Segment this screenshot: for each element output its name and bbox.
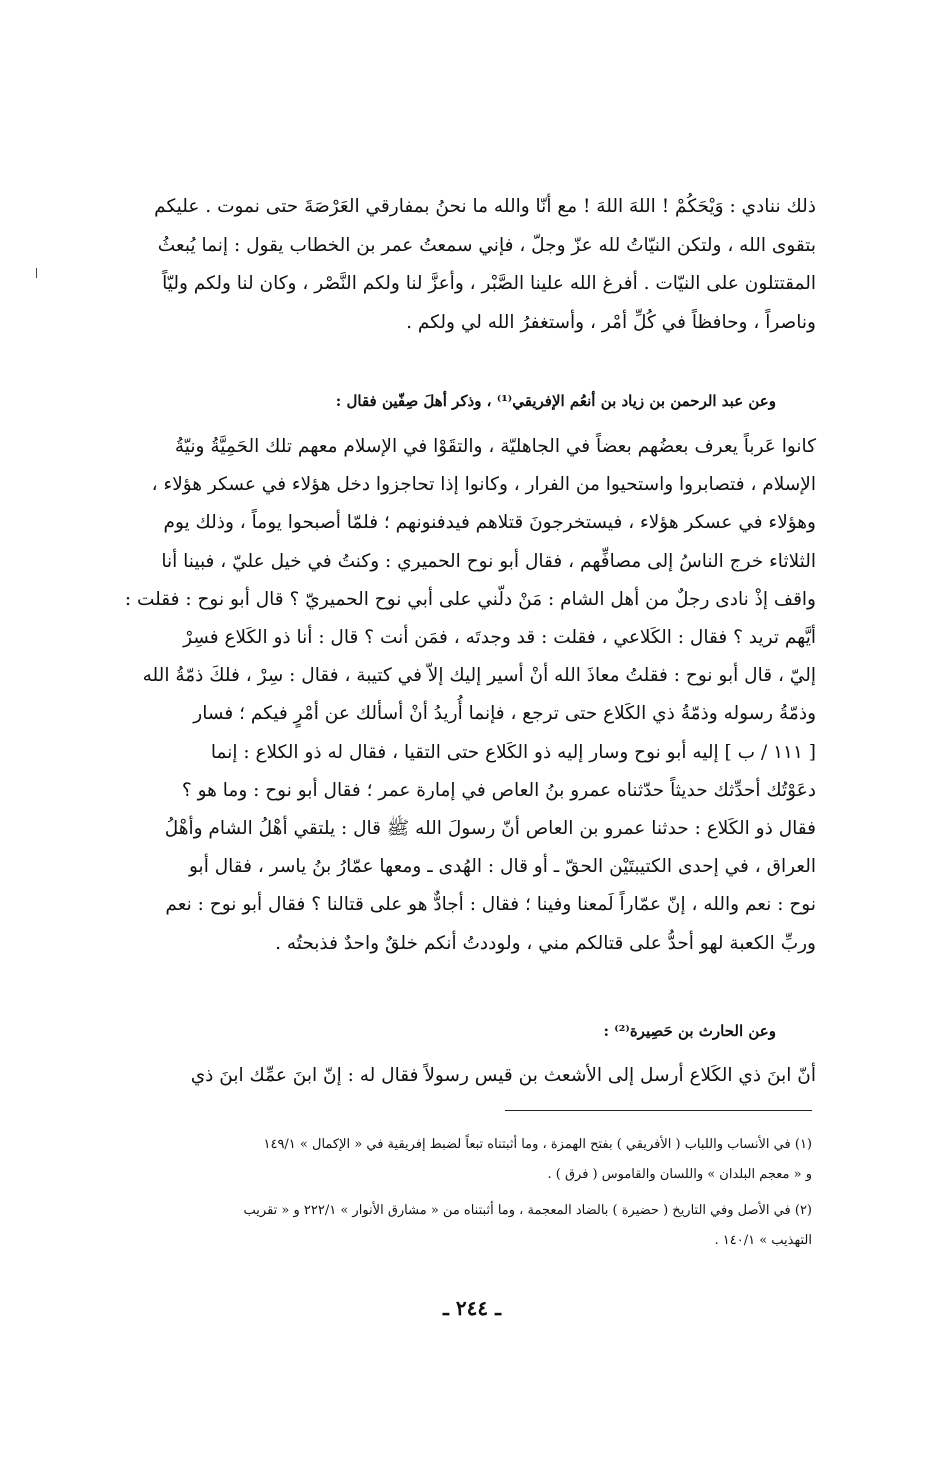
- footnote-line: و « معجم البلدان » واللسان والقاموس ( فرق ) .: [547, 1167, 812, 1182]
- text-line: بتقوى الله ، ولتكن النيّاتُ لله عزّ وجلّ ، فإني سمعتُ عمر بن الخطاب يقول : إنما يُبعثُ: [157, 234, 816, 256]
- text-line: كانوا عَرباً يعرف بعضُهم بعضاً في الجاهليّة ، والتقَوْا في الإسلام معهم تلك الحَمِيَّةُ ونيّةُ: [174, 436, 816, 457]
- footnote-2: [100, 1196, 812, 1256]
- text-line: أنّ ابنَ ذي الكَلاع أرسل إلى الأشعث بن قيس رسولاً فقال له : إنّ ابنَ عمِّك ابنَ ذي: [190, 1065, 816, 1086]
- text-line: [ ١١١ / ب ] إليه أبو نوح وسار إليه ذو الكَلاع حتى التقيا ، فقال له ذو الكلاع : إنما: [210, 741, 816, 763]
- text-line: المقتتلون على النيّات . أفرغ الله علينا الصَّبْر ، وأعزَّ لنا ولكم النَّصْر ، وكان لنا ولكم وليّاً: [162, 273, 816, 294]
- text-line: وناصراً ، وحافظاً في كُلِّ أمْر ، وأستغفرُ الله لي ولكم .: [406, 311, 816, 333]
- page-number: ـ ٢٤٤ ـ: [443, 1296, 501, 1320]
- text-line: ذلك ننادي : وَيْحَكُمْ ! اللهَ اللهَ ! مع أنّا والله ما نحنُ بمفارقي العَرْصَةَ حتى نموت . عليكم: [154, 196, 816, 217]
- text-line: الإسلام ، فتصابروا واستحيوا من الفرار ، وكانوا إذا تحاجزوا دخل هؤلاء في عسكر هؤلاء ،: [151, 474, 816, 496]
- text-line: نوح : نعم والله ، إنّ عمّاراً لَمعنا وفينا ؛ فقال : أجادٌّ هو على قتالنا ؟ فقال أبو نوح : نعم: [165, 894, 816, 916]
- text-line: فقال ذو الكَلاع : حدثنا عمرو بن العاص أنّ رسولَ الله ﷺ قال : يلتقي أهْلُ الشام وأهْلُ: [164, 818, 816, 840]
- text-line: واقف إذْ نادى رجلٌ من أهل الشام : مَنْ دلّني على أبي نوح الحميريّ ؟ قال أبو نوح : فقلت :: [124, 588, 816, 610]
- text-line: وربِّ الكعبة لهو أحدُّ على قتالكم مني ، ولوددتُ أنكم خلقٌ واحدٌ فذبحتُه .: [275, 932, 816, 954]
- text-line: وذمّةُ رسوله وذمّةُ ذي الكَلاع حتى ترجع ، فإنما أُريدُ أنْ أسألك عن أمْرٍ فيكم ؛ فسار: [193, 703, 816, 725]
- margin-mark: [36, 268, 37, 278]
- text-line: الثلاثاء خرج الناسُ إلى مصافِّهم ، فقال أبو نوح الحميري : وكنتُ في خيل عليّ ، فبينا أنا: [161, 550, 816, 572]
- section-heading: وعن عبد الرحمن بن زياد بن أنعُم الإفريقي⁽¹⁾ ، وذكر أهلَ صِفّين فقال :: [335, 392, 776, 410]
- text-line: العراق ، في إحدى الكتيبتَيْن الحقّ ـ أو قال : الهُدى ـ ومعها عمّارُ بنُ ياسر ، فقال أبو: [188, 856, 816, 878]
- footnote-divider: [505, 1110, 812, 1111]
- text-line: دعَوْتُك أحدِّثك حديثاً حدّثناه عمرو بنُ العاص في إمارة عمر ؛ فقال أبو نوح : وما هو ؟: [181, 779, 816, 801]
- paragraph-2: [96, 428, 816, 963]
- text-line: أيَّهم تريد ؟ فقال : الكَلاعي ، فقلت : قد وجدتَه ، فمَن أنت ؟ قال : أنا ذو الكَلاع فسِرْ: [183, 627, 816, 649]
- section-heading: وعن الحارث بن حَصِيرة⁽²⁾ :: [603, 1022, 776, 1040]
- footnote-line: (١) في الأنساب واللباب ( الأفريقي ) بفتح الهمزة ، وما أثبتناه تبعاً لضبط إفريقية في « الإكمال » ١٤٩/١: [263, 1137, 812, 1152]
- paragraph-3: [96, 1058, 816, 1094]
- footnote-line: التهذيب » ١٤٠/١ .: [714, 1233, 812, 1248]
- footnote-line: (٢) في الأصل وفي التاريخ ( حضيرة ) بالضاد المعجمة ، وما أثبتناه من « مشارق الأنوار » ٢٢٢/١ و « تقريب: [243, 1203, 812, 1218]
- footnote-1: [100, 1130, 812, 1190]
- paragraph-1: [96, 188, 816, 342]
- text-line: إليّ ، قال أبو نوح : فقلتُ معاذَ الله أنْ أسير إليك إلاّ في كتيبة ، فقال : سِرْ ، فلكَ ذمّةُ الله: [142, 665, 816, 687]
- text-line: وهؤلاء في عسكر هؤلاء ، فيستخرجونَ قتلاهم فيدفنونهم ؛ فلمّا أصبحوا يوماً ، وذلك يوم: [163, 512, 816, 534]
